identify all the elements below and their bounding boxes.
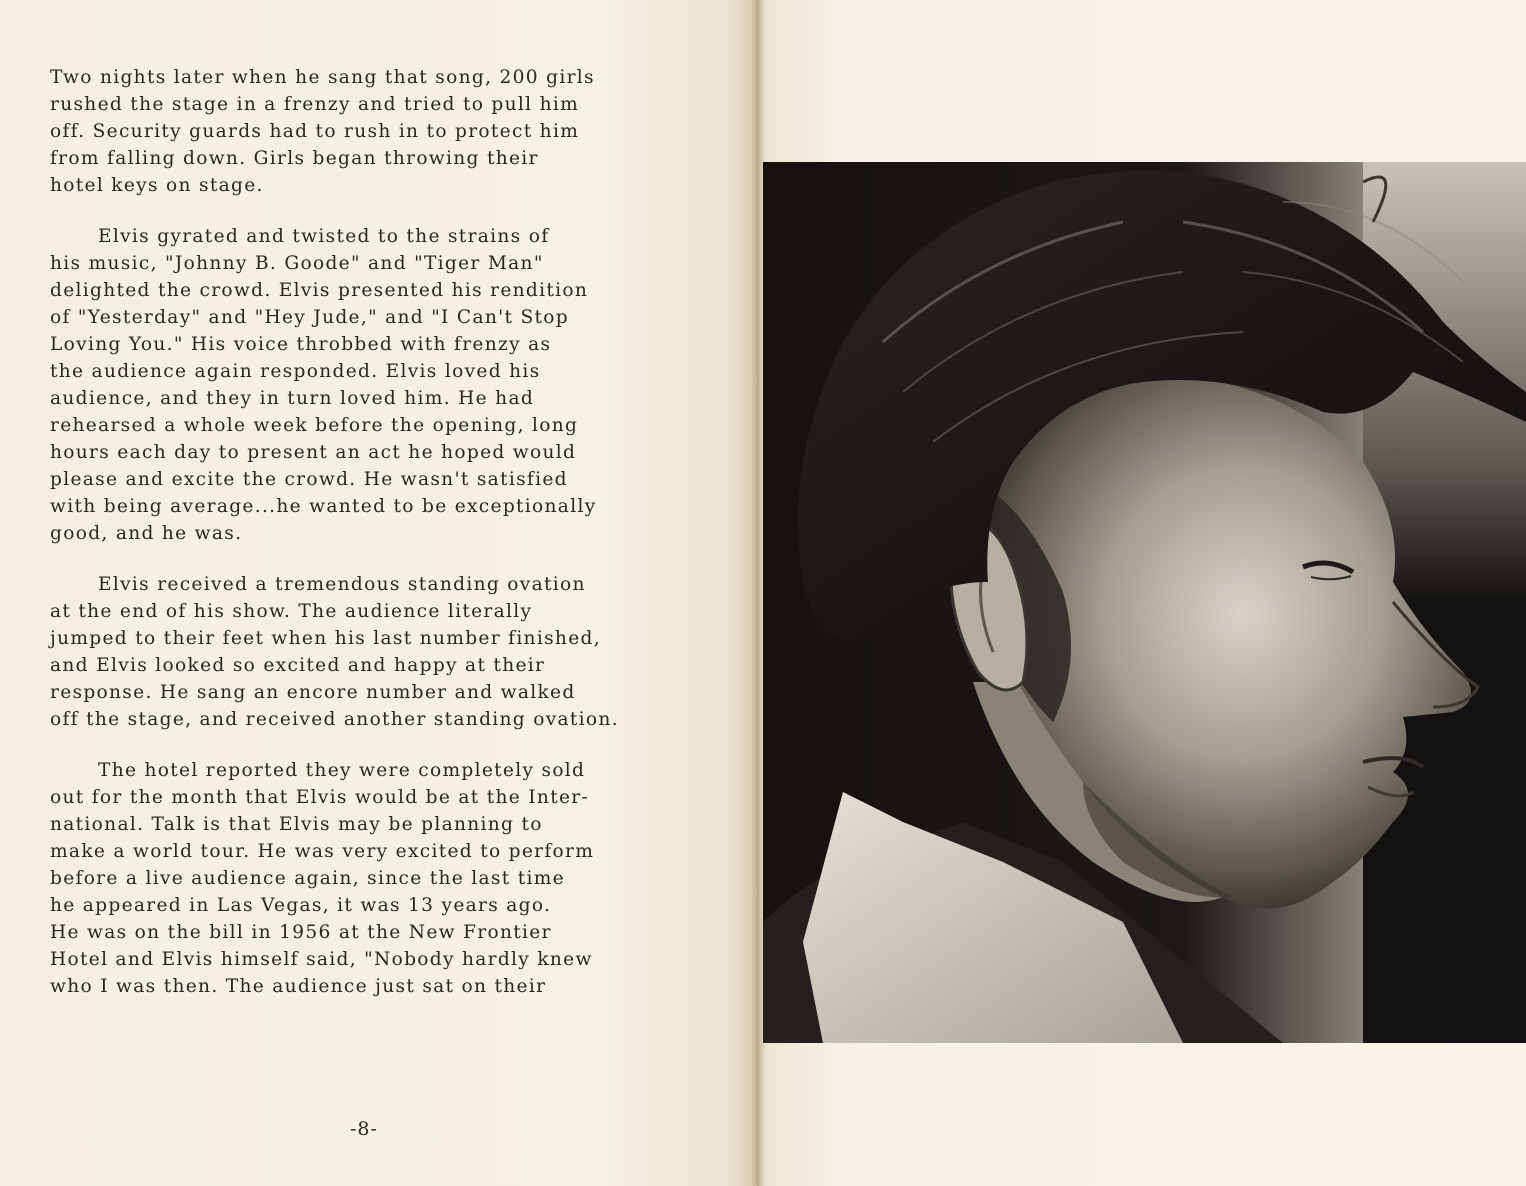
- left-page: [0, 0, 756, 1186]
- text-line: make a world tour. He was very excited to perform: [50, 841, 595, 862]
- portrait-illustration: [763, 162, 1526, 1043]
- text-line: at the end of his show. The audience literally: [50, 601, 533, 622]
- text-line: from falling down. Girls began throwing their: [50, 148, 539, 169]
- text-line: national. Talk is that Elvis may be planning to: [50, 814, 543, 835]
- page-number: -8-: [350, 1118, 378, 1140]
- text-line: Elvis gyrated and twisted to the strains of: [98, 226, 550, 247]
- text-line: response. He sang an encore number and walked: [50, 682, 576, 703]
- text-line: he appeared in Las Vegas, it was 13 years ago.: [50, 895, 552, 916]
- text-line: Elvis received a tremendous standing ovation: [98, 574, 586, 595]
- text-line: his music, "Johnny B. Goode" and "Tiger Man": [50, 253, 544, 274]
- paragraph-2: [50, 223, 690, 547]
- paragraph-1: [50, 64, 690, 199]
- text-line: Two nights later when he sang that song, 200 girls: [50, 67, 595, 88]
- text-line: hours each day to present an act he hoped would: [50, 442, 577, 463]
- text-line: Loving You." His voice throbbed with frenzy as: [50, 334, 552, 355]
- text-line: before a live audience again, since the last time: [50, 868, 565, 889]
- text-line: rehearsed a whole week before the opening, long: [50, 415, 579, 436]
- text-line: and Elvis looked so excited and happy at their: [50, 655, 546, 676]
- text-line: out for the month that Elvis would be at the Inter-: [50, 787, 590, 808]
- text-line: jumped to their feet when his last number finished,: [50, 628, 601, 649]
- text-line: off. Security guards had to rush in to protect him: [50, 121, 580, 142]
- text-line: who I was then. The audience just sat on their: [50, 976, 547, 997]
- paragraph-3: [50, 571, 690, 733]
- portrait-photo: [763, 162, 1526, 1043]
- text-line: hotel keys on stage.: [50, 175, 264, 196]
- text-line: the audience again responded. Elvis loved his: [50, 361, 541, 382]
- text-line: rushed the stage in a frenzy and tried to pull him: [50, 94, 580, 115]
- text-line: with being average...he wanted to be exceptionally: [50, 496, 597, 517]
- article-text: [50, 64, 690, 1024]
- text-line: off the stage, and received another standing ovation.: [50, 709, 619, 730]
- paragraph-4: [50, 757, 690, 1000]
- text-line: good, and he was.: [50, 523, 243, 544]
- text-line: audience, and they in turn loved him. He had: [50, 388, 535, 409]
- text-line: of "Yesterday" and "Hey Jude," and "I Can't Stop: [50, 307, 569, 328]
- text-line: delighted the crowd. Elvis presented his rendition: [50, 280, 589, 301]
- text-line: Hotel and Elvis himself said, "Nobody hardly knew: [50, 949, 593, 970]
- text-line: He was on the bill in 1956 at the New Frontier: [50, 922, 552, 943]
- text-line: please and excite the crowd. He wasn't satisfied: [50, 469, 568, 490]
- text-line: The hotel reported they were completely sold: [98, 760, 586, 781]
